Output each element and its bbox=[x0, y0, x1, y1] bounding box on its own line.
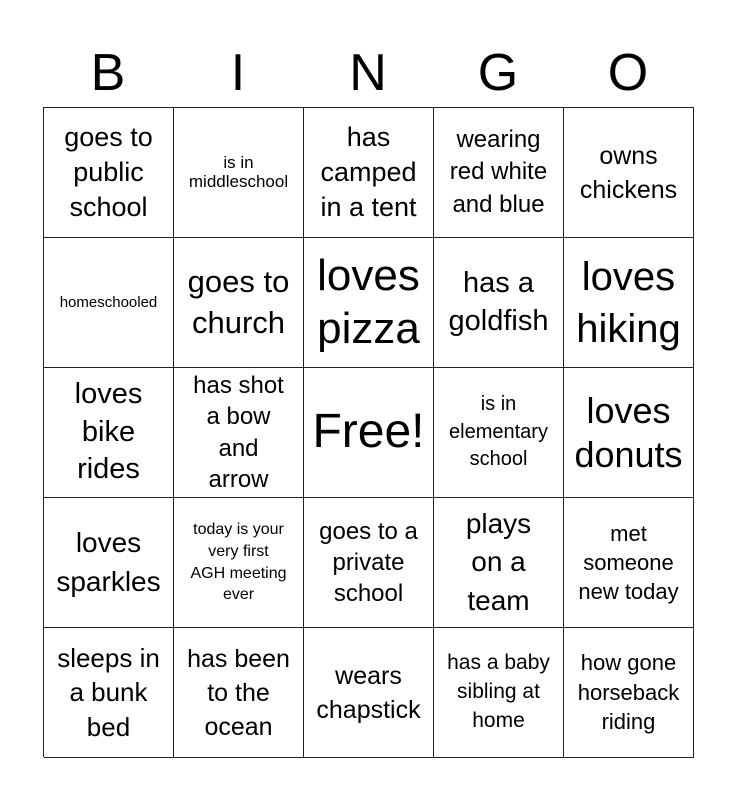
cell-text: has a goldfish bbox=[448, 266, 549, 337]
header-letter-b: B bbox=[90, 44, 126, 102]
cell-text: wearing red white and blue bbox=[449, 125, 548, 218]
bingo-header bbox=[43, 40, 693, 106]
bingo-cell-r0-c2[interactable] bbox=[304, 108, 434, 238]
bingo-cell-r3-c2[interactable] bbox=[304, 498, 434, 628]
cell-text: loves donuts bbox=[574, 389, 683, 475]
bingo-cell-r1-c0[interactable] bbox=[44, 238, 174, 368]
bingo-cell-r3-c4[interactable] bbox=[564, 498, 694, 628]
bingo-cell-r4-c1[interactable] bbox=[174, 628, 304, 758]
cell-text: is in elementary school bbox=[449, 393, 548, 471]
bingo-cell-r4-c2[interactable] bbox=[304, 628, 434, 758]
header-letter-o: O bbox=[607, 44, 649, 102]
cell-text: goes to church bbox=[187, 263, 290, 340]
cell-text: today is your very first AGH meeting ever bbox=[190, 521, 287, 604]
bingo-cell-r1-c4[interactable] bbox=[564, 238, 694, 368]
bingo-cell-r0-c1[interactable] bbox=[174, 108, 304, 238]
cell-text: goes to a private school bbox=[319, 517, 418, 608]
cell-text: is in middleschool bbox=[188, 152, 289, 191]
cell-text: loves hiking bbox=[576, 254, 681, 351]
cell-text: loves bike rides bbox=[74, 377, 143, 486]
bingo-cell-r3-c3[interactable] bbox=[434, 498, 564, 628]
cell-text: has shot a bow and arrow bbox=[193, 372, 284, 493]
bingo-cell-r0-c3[interactable] bbox=[434, 108, 564, 238]
bingo-cell-r2-c2[interactable] bbox=[304, 368, 434, 498]
header-letter-n: N bbox=[349, 44, 387, 102]
bingo-cell-r1-c1[interactable] bbox=[174, 238, 304, 368]
cell-text: loves sparkles bbox=[56, 527, 161, 597]
bingo-cell-r3-c0[interactable] bbox=[44, 498, 174, 628]
bingo-cell-r4-c4[interactable] bbox=[564, 628, 694, 758]
bingo-cell-r3-c1[interactable] bbox=[174, 498, 304, 628]
cell-text: sleeps in a bunk bed bbox=[57, 643, 160, 742]
header-letter-i: I bbox=[230, 44, 246, 102]
bingo-cell-r2-c1[interactable] bbox=[174, 368, 304, 498]
cell-text: goes to public school bbox=[64, 121, 153, 223]
bingo-cell-r4-c0[interactable] bbox=[44, 628, 174, 758]
cell-text: wears chapstick bbox=[316, 661, 421, 724]
bingo-cell-r4-c3[interactable] bbox=[434, 628, 564, 758]
cell-text: loves pizza bbox=[317, 250, 420, 353]
bingo-cell-r2-c3[interactable] bbox=[434, 368, 564, 498]
bingo-cell-r1-c3[interactable] bbox=[434, 238, 564, 368]
bingo-cell-r0-c0[interactable] bbox=[44, 108, 174, 238]
cell-text: has camped in a tent bbox=[320, 121, 417, 223]
bingo-cell-r1-c2[interactable] bbox=[304, 238, 434, 368]
bingo-board bbox=[43, 107, 694, 757]
cell-text: owns chickens bbox=[579, 141, 678, 204]
cell-text: met someone new today bbox=[578, 520, 679, 605]
bingo-cell-r2-c4[interactable] bbox=[564, 368, 694, 498]
bingo-cell-r2-c0[interactable] bbox=[44, 368, 174, 498]
bingo-cell-r0-c4[interactable] bbox=[564, 108, 694, 238]
header-letter-g: G bbox=[477, 44, 519, 102]
cell-text: homeschooled bbox=[59, 293, 158, 311]
cell-text: has a baby sibling at home bbox=[447, 651, 550, 732]
cell-text: how gone horseback riding bbox=[577, 649, 680, 735]
cell-text: Free! bbox=[312, 405, 425, 459]
cell-text: plays on a team bbox=[465, 507, 532, 616]
cell-text: has been to the ocean bbox=[187, 644, 290, 741]
